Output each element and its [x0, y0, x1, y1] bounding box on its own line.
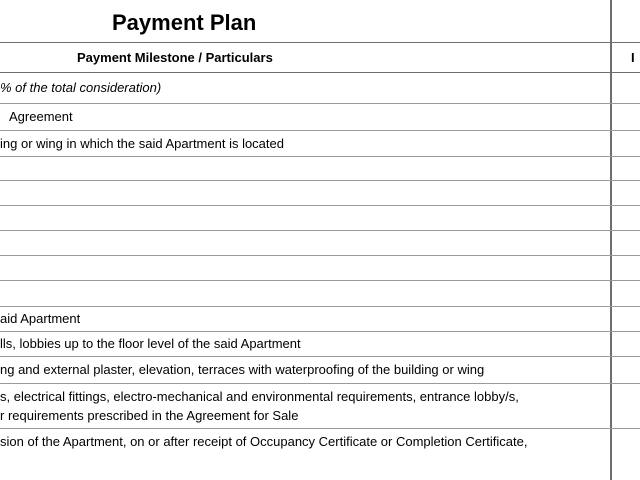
row-divider [0, 255, 640, 256]
table-row: s, electrical fittings, electro-mechanical and environmental requirements, entrance lobby/s, [0, 389, 519, 404]
table-row: ng and external plaster, elevation, terraces with waterproofing of the building or wing [0, 362, 485, 377]
row-divider [0, 72, 640, 73]
row-divider [0, 180, 640, 181]
row-divider [0, 130, 640, 131]
table-row: aid Apartment [0, 311, 81, 326]
row-divider [0, 383, 640, 384]
row-divider [0, 103, 640, 104]
table-row: lls, lobbies up to the floor level of the said Apartment [0, 336, 301, 351]
column-header: Payment Milestone / Particulars [77, 50, 273, 65]
row-divider [0, 331, 640, 332]
row-divider [0, 156, 640, 157]
table-row: sion of the Apartment, on or after receipt of Occupancy Certificate or Completion Certificate, [0, 434, 528, 449]
row-divider [0, 428, 640, 429]
table-row: % of the total consideration) [0, 80, 162, 95]
row-divider [0, 42, 640, 43]
row-divider [0, 230, 640, 231]
right-column-header: I [631, 50, 635, 65]
table-row: r requirements prescribed in the Agreement for Sale [0, 408, 299, 423]
row-divider [0, 356, 640, 357]
row-divider [0, 306, 640, 307]
page-title: Payment Plan [112, 10, 257, 35]
table-row: Agreement [9, 109, 73, 124]
row-divider [0, 205, 640, 206]
table-row: ing or wing in which the said Apartment is located [0, 136, 284, 151]
row-divider [0, 280, 640, 281]
